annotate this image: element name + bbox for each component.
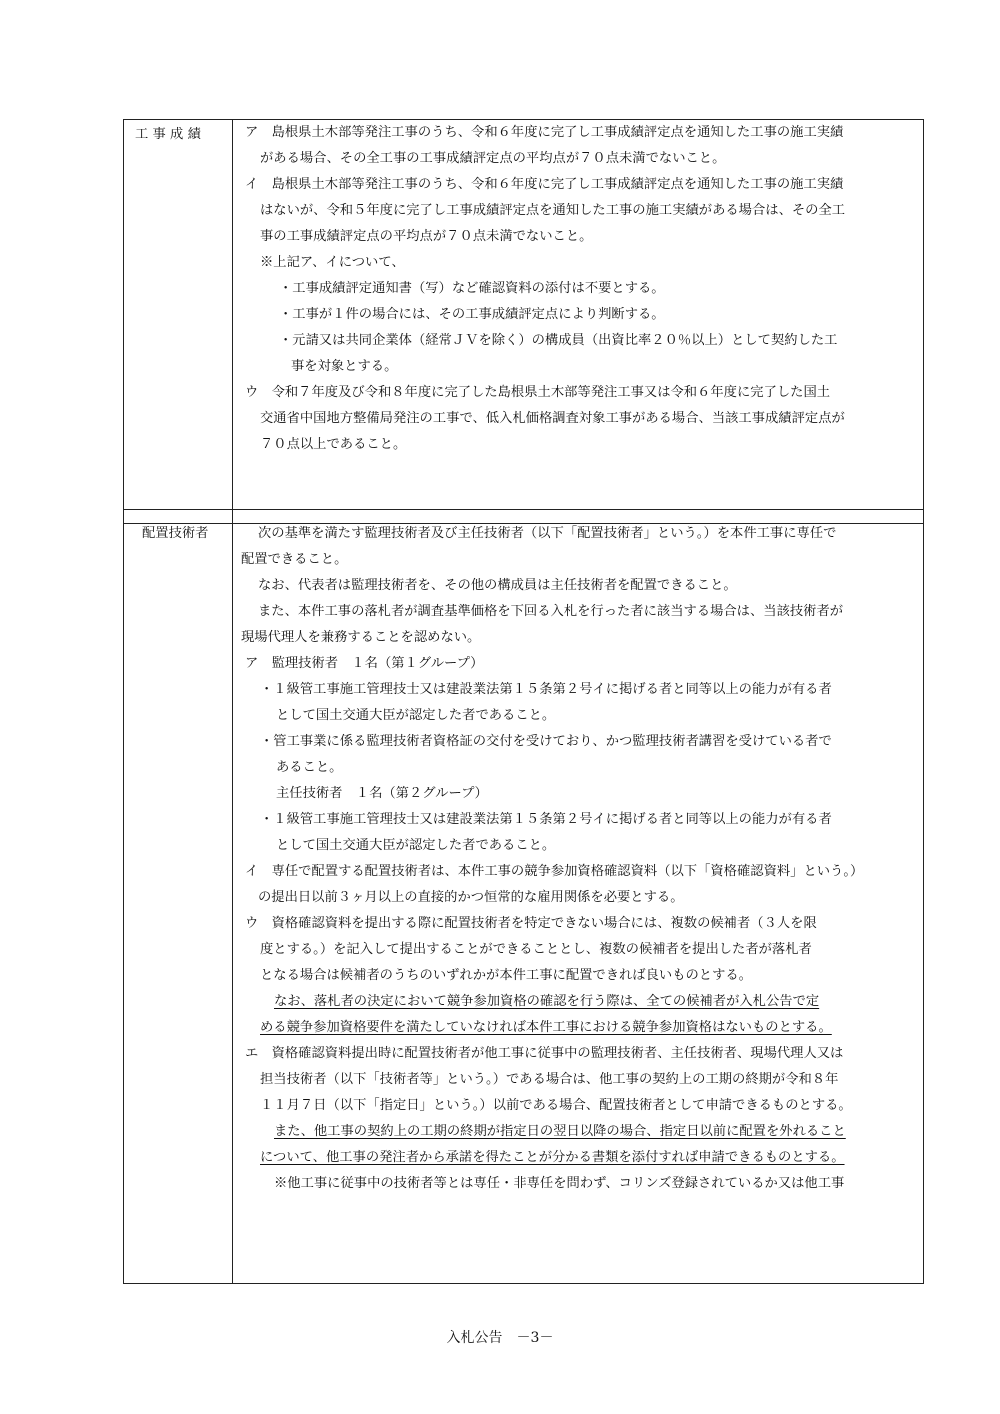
record-line: ７０点以上であること。 xyxy=(260,437,407,452)
requirements-table xyxy=(123,119,924,1284)
engineer-note: ※他工事に従事中の技術者等とは専任・非専任を問わず、コリンズ登録されているか又は他工事 xyxy=(274,1176,845,1191)
engineer-bullet: ・管工事業に係る監理技術者資格証の交付を受けており、かつ監理技術者講習を受けている者で xyxy=(260,734,832,749)
record-bullet: ・工事が１件の場合には、その工事成績評定点により判断する。 xyxy=(279,307,665,322)
heading-construction-record: 工 事 成 績 xyxy=(135,127,201,142)
record-note: ※上記ア、イについて、 xyxy=(260,255,405,270)
engineer-bullet: ・１級管工事施工管理技士又は建設業法第１５条第２号イに掲げる者と同等以上の能力が有る者 xyxy=(260,682,832,697)
record-bullet-cont: 事を対象とする。 xyxy=(291,359,398,374)
engineer-line: ア 監理技術者 １名（第１グループ） xyxy=(245,656,484,671)
record-line: ア 島根県土木部等発注工事のうち、令和６年度に完了し工事成績評定点を通知した工事の施工実績 xyxy=(245,125,844,140)
engineer-bullet-cont: として国土交通大臣が認定した者であること。 xyxy=(276,838,556,853)
record-line: 事の工事成績評定点の平均点が７０点未満でないこと。 xyxy=(260,229,593,244)
engineer-line: １１月７日（以下「指定日」という。）以前である場合、配置技術者として申請できるものとする。 xyxy=(260,1098,852,1113)
engineer-underlined-line: また、他工事の契約上の工期の終期が指定日の翌日以降の場合、指定日以前に配置を外れること xyxy=(274,1124,846,1139)
engineer-bullet-cont: として国土交通大臣が認定した者であること。 xyxy=(276,708,556,723)
engineer-line: エ 資格確認資料提出時に配置技術者が他工事に従事中の監理技術者、主任技術者、現場代理人又は xyxy=(245,1046,844,1061)
engineer-line: 次の基準を満たす監理技術者及び主任技術者（以下「配置技術者」という。）を本件工事に専任で xyxy=(258,526,837,541)
engineer-line: 度とする。）を記入して提出することができることとし、複数の候補者を提出した者が落札者 xyxy=(260,942,812,957)
engineer-line: 担当技術者（以下「技術者等」という。）である場合は、他工事の契約上の工期の終期が令和８年 xyxy=(260,1072,839,1087)
row-divider-top xyxy=(124,509,923,510)
engineer-line: また、本件工事の落札者が調査基準価格を下回る入札を行った者に該当する場合は、当該技術者が xyxy=(258,604,844,619)
engineer-line: 主任技術者 １名（第２グループ） xyxy=(276,786,488,801)
record-bullet: ・工事成績評定通知書（写）など確認資料の添付は不要とする。 xyxy=(279,281,665,296)
engineer-line: ウ 資格確認資料を提出する際に配置技術者を特定できない場合には、複数の候補者（３人を限 xyxy=(245,916,817,931)
record-line: ウ 令和７年度及び令和８年度に完了した島根県土木部等発注工事又は令和６年度に完了した国土 xyxy=(245,385,831,400)
engineer-bullet: ・１級管工事施工管理技士又は建設業法第１５条第２号イに掲げる者と同等以上の能力が有る者 xyxy=(260,812,832,827)
engineer-line: 配置できること。 xyxy=(241,552,348,567)
heading-assigned-engineer: 配置技術者 xyxy=(142,526,209,541)
engineer-underlined-line: なお、落札者の決定において競争参加資格の確認を行う際は、全ての候補者が入札公告で定 xyxy=(274,994,820,1009)
page-footer: 入札公告 －3－ xyxy=(446,1330,554,1346)
engineer-line: なお、代表者は監理技術者を、その他の構成員は主任技術者を配置できること。 xyxy=(258,578,737,593)
engineer-line: 現場代理人を兼務することを認めない。 xyxy=(241,630,481,645)
engineer-line: の提出日以前３ヶ月以上の直接的かつ恒常的な雇用関係を必要とする。 xyxy=(258,890,684,905)
record-bullet: ・元請又は共同企業体（経常ＪＶを除く）の構成員（出資比率２０％以上）として契約した工 xyxy=(279,333,838,348)
engineer-underlined-line: について、他工事の発注者から承諾を得たことが分かる書類を添付すれば申請できるものとする。 xyxy=(260,1150,845,1165)
column-divider xyxy=(232,120,233,1283)
record-line: がある場合、その全工事の工事成績評定点の平均点が７０点未満でないこと。 xyxy=(260,151,726,166)
record-line: イ 島根県土木部等発注工事のうち、令和６年度に完了し工事成績評定点を通知した工事の施工実績 xyxy=(245,177,844,192)
record-line: 交通省中国地方整備局発注の工事で、低入札価格調査対象工事がある場合、当該工事成績評定点が xyxy=(260,411,845,426)
engineer-line: となる場合は候補者のうちのいずれかが本件工事に配置できれば良いものとする。 xyxy=(260,968,752,983)
engineer-underlined-line: める競争参加資格要件を満たしていなければ本件工事における競争参加資格はないものとする。 xyxy=(260,1020,832,1035)
engineer-bullet-cont: あること。 xyxy=(276,760,343,775)
engineer-line: イ 専任で配置する配置技術者は、本件工事の競争参加資格確認資料（以下「資格確認資料」という。） xyxy=(245,864,864,879)
record-line: はないが、令和５年度に完了し工事成績評定点を通知した工事の施工実績がある場合は、その全工 xyxy=(260,203,846,218)
